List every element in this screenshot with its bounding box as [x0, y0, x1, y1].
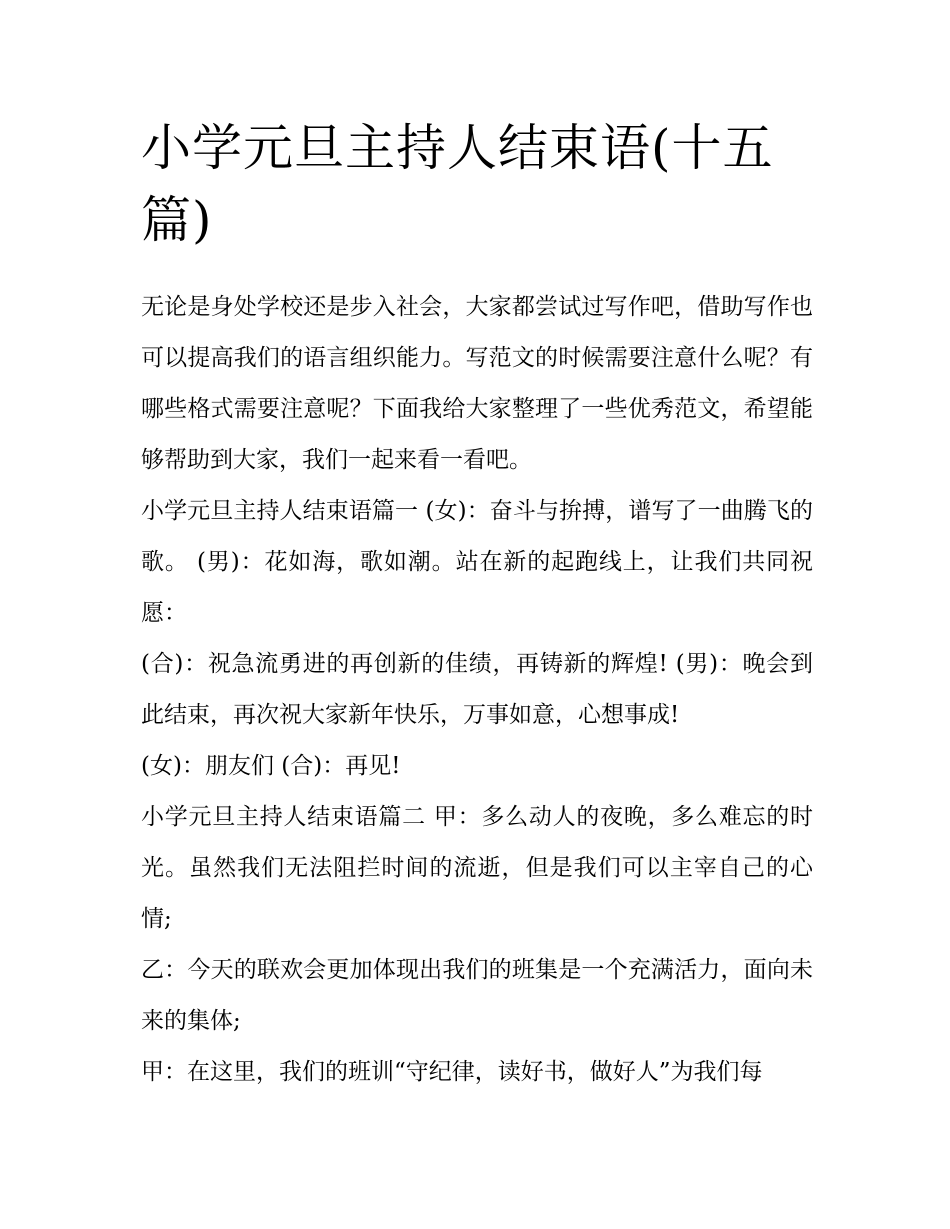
document-title: 小学元旦主持人结束语(十五篇): [141, 119, 774, 249]
paragraph-part-one-farewell: (女)：朋友们 (合)：再见!: [141, 753, 401, 779]
paragraph-intro: 无论是身处学校还是步入社会，大家都尝试过写作吧，借助写作也可以提高我们的语言组织能力。写范文的时候需要注意什么呢？有哪些格式需要注意呢？下面我给大家整理了一些优秀范文，希望能够帮助到大家，我们一起来看一看吧。: [141, 294, 813, 473]
paragraph-part-two-b: 乙：今天的联欢会更加体现出我们的班集是一个充满活力，面向未来的集体;: [141, 957, 813, 1034]
paragraph-part-two-a: 甲：在这里，我们的班训“守纪律，读好书，做好人”为我们每: [141, 1059, 763, 1085]
paragraph-part-one-wishes: (合)：祝急流勇进的再创新的佳绩，再铸新的辉煌! (男)：晚会到此结束，再次祝大家新年快乐，万事如意，心想事成!: [141, 651, 813, 728]
document-body: [141, 282, 813, 1098]
document-page: [141, 112, 813, 1098]
paragraph-part-one-opening: 小学元旦主持人结束语篇一 (女)：奋斗与拚搏，谱写了一曲腾飞的歌。 (男)：花如海，歌如潮。站在新的起跑线上，让我们共同祝愿：: [141, 498, 813, 626]
paragraph-part-two-opening: 小学元旦主持人结束语篇二 甲：多么动人的夜晚，多么难忘的时光。虽然我们无法阻拦时间的流逝，但是我们可以主宰自己的心情;: [141, 804, 813, 932]
